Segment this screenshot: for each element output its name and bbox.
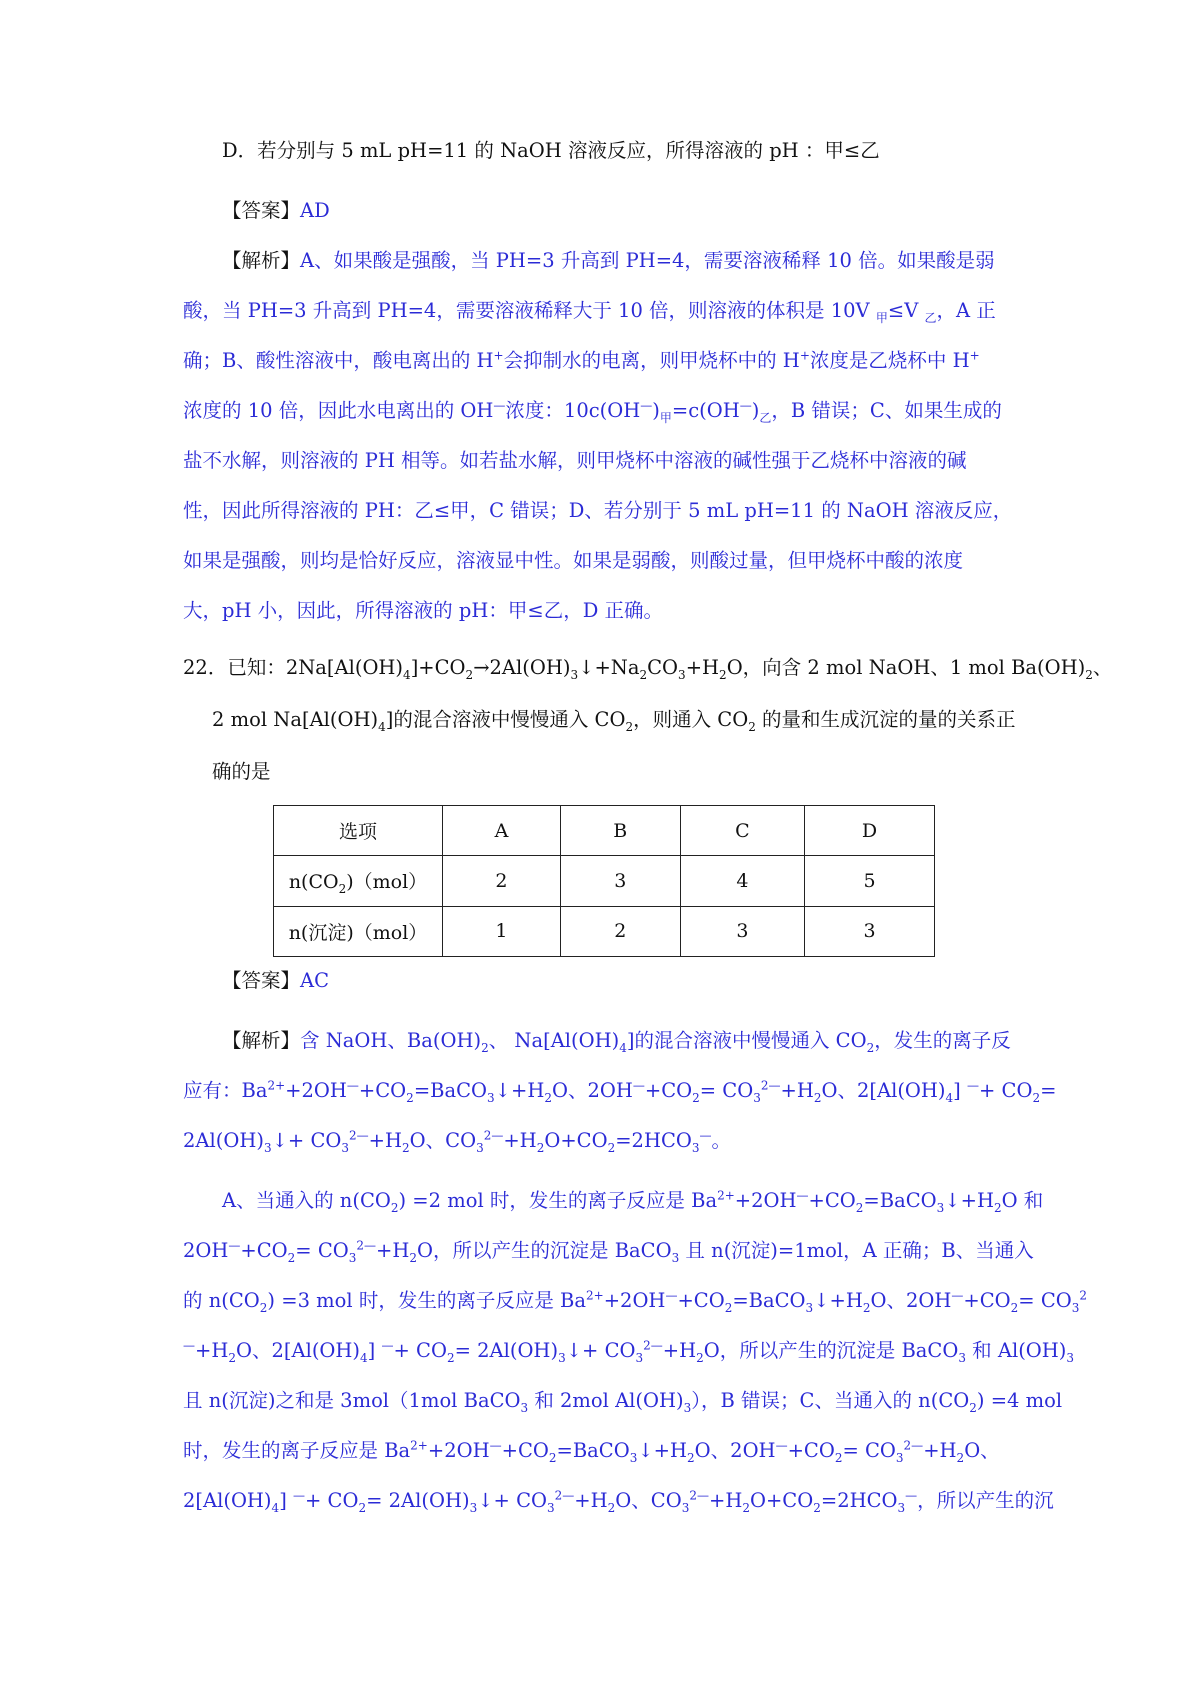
table-cell: 5 [805, 856, 935, 906]
analysis-21-4 [183, 397, 1002, 425]
line-text: $2OH^—+CO_2= CO_3^{2—}+H_2O$，所以产生的沉淀是 BaCO$_3$ 且 n(沉淀)=1mol，A 正确；B、当通入 [183, 1238, 1034, 1265]
analysis-21-8 [183, 597, 663, 625]
analysis-22-5 [183, 1237, 1034, 1265]
line-text: 确的是 [212, 760, 271, 783]
table-cell: 3 [560, 856, 680, 906]
line-text: 性，因此所得溶液的 PH：乙≤甲，C 错误；D、若分别于 5 mL pH=11 的 NaOH 溶液反应， [183, 499, 1013, 522]
line-text: 22．已知：$2Na[Al(OH)_4]+CO_2\to 2Al(OH)_3↓+Na_2CO_3+H_2O$，向含 2 mol NaOH、1 mol $Ba(OH)_2$、 [183, 656, 1113, 682]
section-label: 【解析】 [222, 1029, 301, 1052]
line-text: AC [300, 969, 330, 992]
question-22-1 [183, 654, 1112, 682]
line-text: D．若分别与 5 mL pH=11 的 NaOH 溶液反应，所得溶液的 pH ：甲≤乙 [222, 139, 880, 162]
table-cell: $n(CO_2)(mol)$ [274, 856, 443, 906]
line-text: 如果是强酸，则均是恰好反应，溶液显中性。如果是弱酸，则酸过量，但甲烧杯中酸的浓度 [183, 549, 964, 572]
d-option [222, 137, 880, 165]
analysis-22-1 [222, 1027, 1011, 1055]
line-text: $^—+H_2O$、$2[Al(OH)_4]$ $^—+ CO_2=$ $2Al(OH)_3↓+ CO_3^{2—}+H_2O$，所以产生的沉淀是 BaCO$_3$ 和 $Al(OH)_3$ [183, 1338, 1075, 1365]
table-cell: D [805, 806, 935, 856]
table-cell: 4 [680, 856, 804, 906]
analysis-22-9 [183, 1437, 1000, 1465]
analysis-22-2 [183, 1077, 1056, 1105]
section-label: 【解析】 [222, 249, 301, 272]
answer-21 [222, 197, 330, 225]
line-text: 2 mol $Na[Al(OH)_4]$的混合溶液中慢慢通入 $CO_2$，则通入 $CO_2$ 的量和生成沉淀的量的关系正 [212, 708, 1016, 734]
table-cell: A [443, 806, 561, 856]
analysis-21-5 [183, 447, 967, 475]
line-text: 应有：$Ba^{2+}+2OH^—+CO_2=BaCO_3↓+H_2O$、$2OH^—+CO_2= CO_3^{2—}+H_2O$、$2[Al(OH)_4]$ $^—+ CO_2=$ [183, 1078, 1057, 1105]
line-text: 酸，当 PH=3 升高到 PH=4，需要溶液稀释大于 10 倍，则溶液的体积是 10V $_甲$≤V $_乙$，A 正 [183, 299, 996, 325]
analysis-21-6 [183, 497, 1012, 525]
table-cell: 选项 [274, 806, 443, 856]
analysis-22-8 [183, 1387, 1062, 1415]
line-text: 浓度的 10 倍，因此水电离出的 OH—浓度：$10c(OH^—)_甲=c(OH^—)_乙$，B 错误；C、如果生成的 [183, 398, 1002, 425]
line-text: 时，发生的离子反应是 $Ba^{2+}+2OH^—+CO_2=BaCO_3↓+H_2O$、$2OH^—+CO_2= CO_3^{2—}+H_2O$、 [183, 1438, 1000, 1465]
analysis-21-2 [183, 297, 996, 325]
section-label: 【答案】 [222, 199, 301, 222]
analysis-22-4 [222, 1187, 1043, 1215]
table-cell: C [680, 806, 804, 856]
line-text: A、当通入的 $n(CO_2) =2$ mol 时，发生的离子反应是 $Ba^{2+}+2OH^—+CO_2=BaCO_3↓+H_2O$ 和 [222, 1188, 1044, 1215]
line-text: A、如果酸是强酸，当 PH=3 升高到 PH=4，需要溶液稀释 10 倍。如果酸是弱 [300, 249, 995, 272]
line-text: 确；B、酸性溶液中，酸电离出的 H+会抑制水的电离，则甲烧杯中的 H+浓度是乙烧杯中 H+ [183, 348, 980, 372]
section-label: 【答案】 [222, 969, 301, 992]
table-header-row [274, 806, 935, 856]
table-cell: n(沉淀)（mol） [274, 906, 443, 956]
analysis-22-6 [183, 1287, 1087, 1315]
table-cell: 3 [680, 906, 804, 956]
options-table [273, 805, 935, 957]
table-cell: B [560, 806, 680, 856]
table-cell: 2 [443, 856, 561, 906]
analysis-22-3 [183, 1127, 731, 1155]
table-cell: 3 [805, 906, 935, 956]
question-22-3 [212, 758, 271, 786]
analysis-22-10 [183, 1487, 1054, 1515]
line-text: 大，pH 小，因此，所得溶液的 pH：甲≤乙，D 正确。 [183, 599, 664, 622]
line-text: AD [300, 199, 330, 222]
line-text: 盐不水解，则溶液的 PH 相等。如若盐水解，则甲烧杯中溶液的碱性强于乙烧杯中溶液的碱 [183, 449, 967, 472]
line-text: $2[Al(OH)_4]$ $^—+ CO_2=$ $2Al(OH)_3↓+ CO_3^{2—}+H_2O$、$CO_3^{2—}+H_2O+CO_2=2HCO_3^—$，所以产生的沉 [183, 1488, 1054, 1515]
line-text: 的 $n(CO_2) =3$ mol 时，发生的离子反应是 $Ba^{2+}+2OH^—+CO_2=BaCO_3↓+H_2O$、$2OH^—+CO_2= CO_3^2$ [183, 1288, 1088, 1315]
analysis-21-1 [222, 247, 995, 275]
question-22-2 [212, 706, 1016, 734]
table-row [274, 856, 935, 906]
line-text: 且 n(沉淀)之和是 3mol（1mol BaCO$_3$ 和 2mol $Al(OH)_3$），B 错误；C、当通入的 $n(CO_2) =4$ mol [183, 1389, 1063, 1415]
table-cell: 2 [560, 906, 680, 956]
analysis-21-3 [183, 347, 980, 375]
table-row [274, 906, 935, 956]
line-text: 含 NaOH、$Ba(OH)_2$、 $Na[Al(OH)_4]$的混合溶液中慢慢通入 $CO_2$，发生的离子反 [300, 1029, 1011, 1055]
analysis-22-7 [183, 1337, 1074, 1365]
analysis-21-7 [183, 547, 963, 575]
table-cell: 1 [443, 906, 561, 956]
answer-22 [222, 967, 329, 995]
line-text: $2Al(OH)_3↓+ CO_3^{2—}+H_2O$、$CO_3^{2—}+H_2O+CO_2=2HCO_3^—$。 [183, 1128, 732, 1155]
